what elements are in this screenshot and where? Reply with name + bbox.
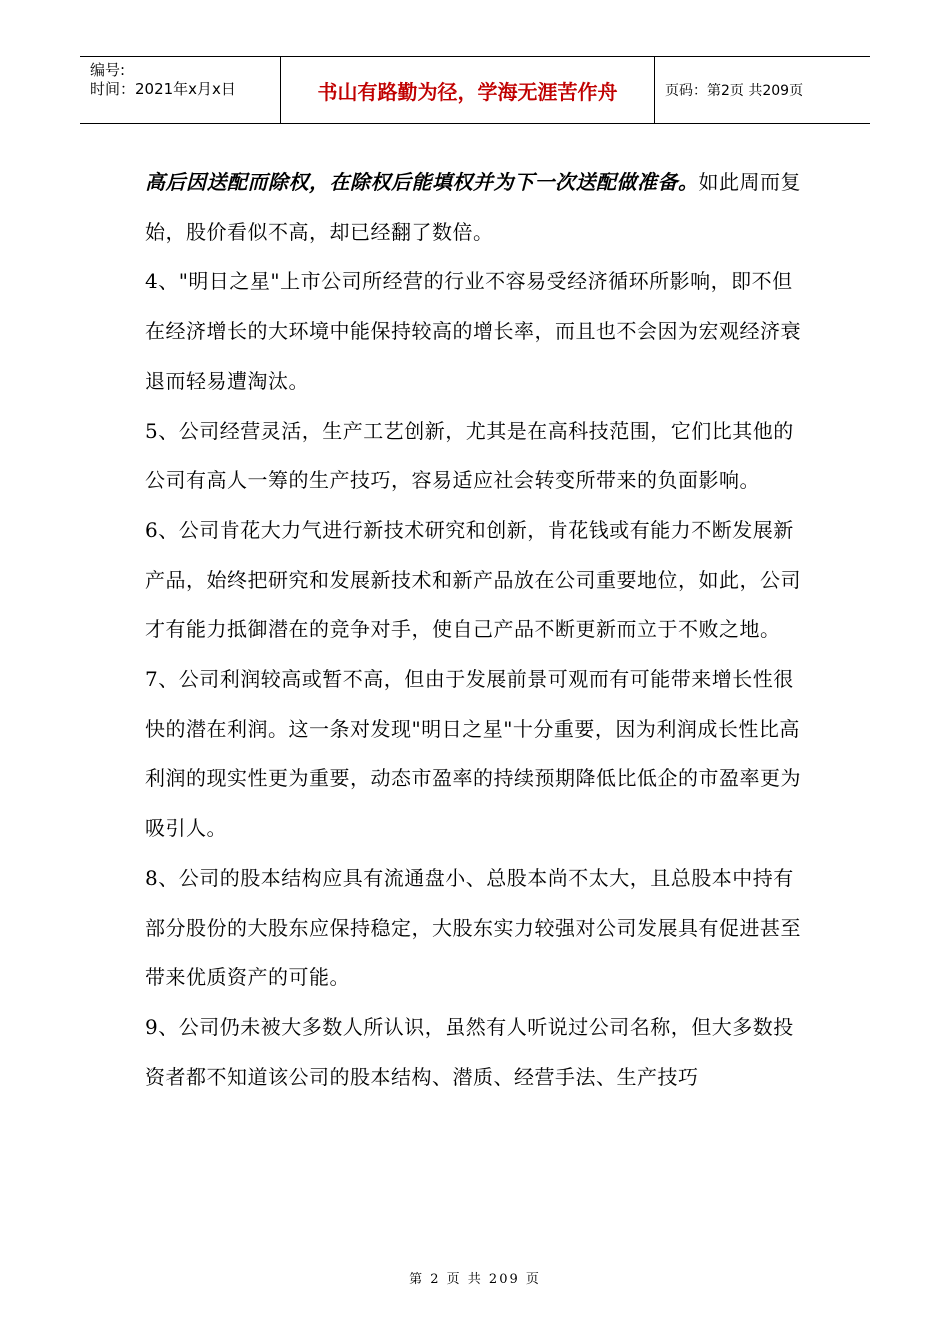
lead-emphasis: 高后因送配而除权，在除权后能填权并为下一次送配做准备。 bbox=[145, 170, 699, 194]
paragraph-6: 6、公司肯花大力气进行新技术研究和创新，肯花钱或有能力不断发展新产品，始终把研究和发展新技术和新产品放在公司重要地位，如此，公司才有能力抵御潜在的竞争对手，使自己产品不断更新而立于不败之地。 bbox=[145, 517, 801, 642]
lead-paragraph bbox=[145, 158, 810, 257]
paragraph-4: 4、"明日之星"上市公司所经营的行业不容易受经济循环所影响，即不但在经济增长的大环境中能保持较高的增长率，而且也不会因为宏观经济衰退而轻易遭淘汰。 bbox=[145, 269, 801, 393]
document-body bbox=[145, 158, 810, 1102]
document-number-label: 编号: bbox=[90, 61, 126, 79]
header-meta bbox=[80, 57, 280, 123]
paragraph-8: 8、公司的股本结构应具有流通盘小、总股本尚不太大，且总股本中持有部分股份的大股东应保持稳定，大股东实力较强对公司发展具有促进甚至带来优质资产的可能。 bbox=[145, 865, 801, 990]
header-page-info: 页码：第2页 共209页 bbox=[665, 83, 804, 99]
page-footer: 第 2 页 共 209 页 bbox=[409, 1272, 541, 1287]
header-motto: 书山有路勤为径，学海无涯苦作舟 bbox=[280, 57, 655, 123]
paragraph-9: 9、公司仍未被大多数人所认识，虽然有人听说过公司名称，但大多数投资者都不知道该公司的股本结构、潜质、经营手法、生产技巧 bbox=[145, 1014, 794, 1089]
paragraph-7: 7、公司利润较高或暂不高，但由于发展前景可观而有可能带来增长性很快的潜在利润。这一条对发现"明日之星"十分重要，因为利润成长性比高利润的现实性更为重要，动态市盈率的持续预期降低比低企的市盈率更为吸引人。 bbox=[145, 667, 801, 841]
lead-text: 如此周而复始，股价看似不高，却已经翻了数倍。 bbox=[145, 170, 801, 244]
page-header bbox=[80, 56, 870, 124]
document-time-label: 时间：2021年x月x日 bbox=[90, 80, 236, 98]
paragraph-5: 5、公司经营灵活，生产工艺创新，尤其是在高科技范围，它们比其他的公司有高人一筹的生产技巧，容易适应社会转变所带来的负面影响。 bbox=[145, 418, 794, 493]
